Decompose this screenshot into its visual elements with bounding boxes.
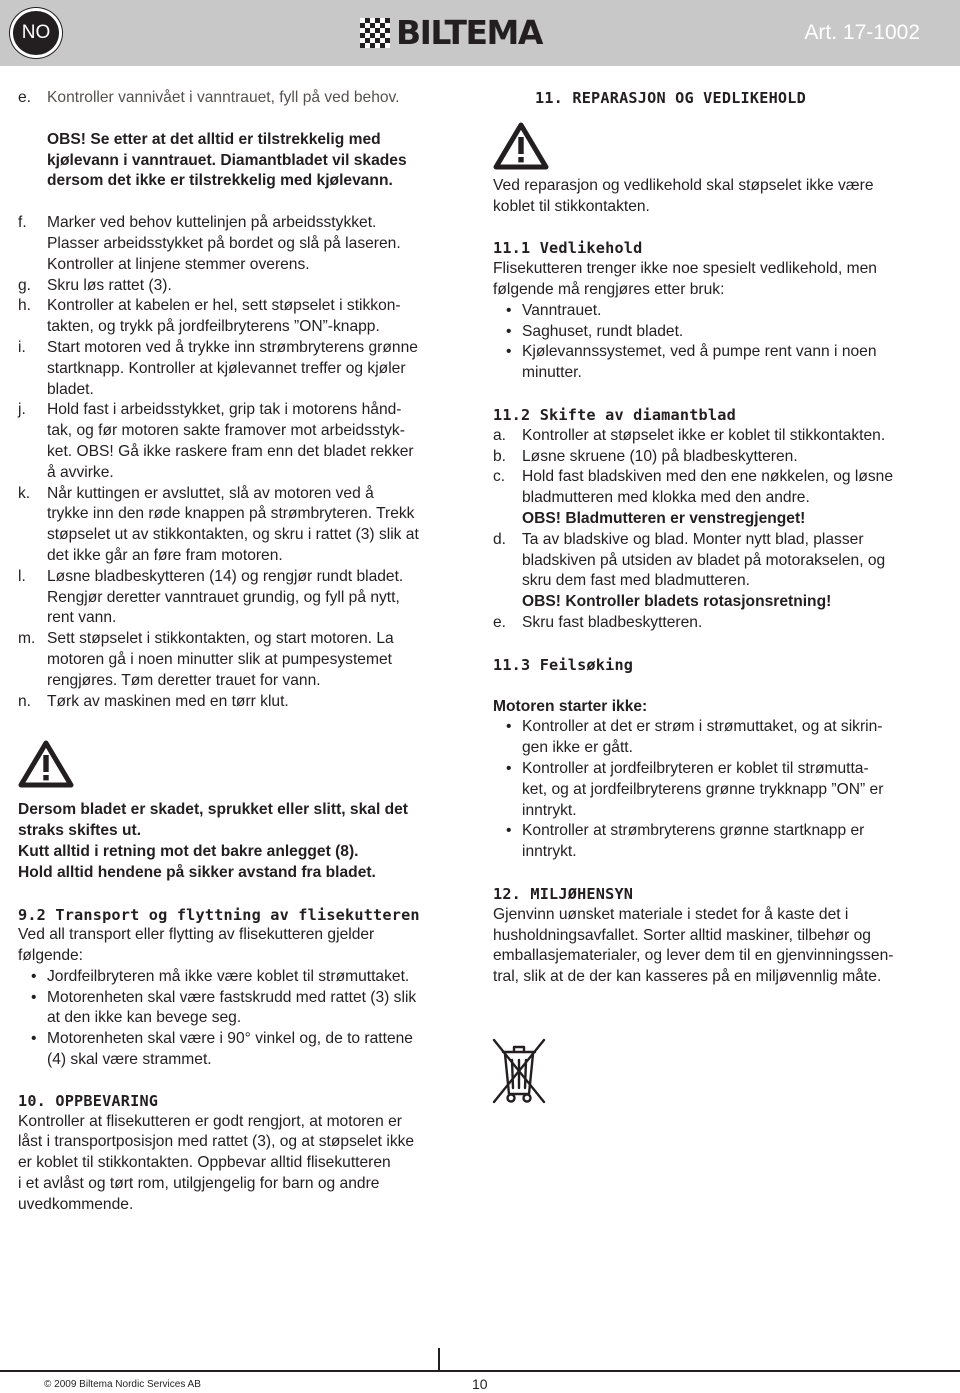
environment-line: husholdningsavfallet. Sorter alltid maskiner, tilbehør og bbox=[493, 926, 871, 944]
bullet-dot-icon: • bbox=[506, 759, 512, 777]
bullet-line: inntrykt. bbox=[522, 843, 577, 861]
step-line: bladskiven på utsiden av bladet på motorakselen, og bbox=[522, 551, 886, 569]
step-line: Løsne skruene (10) på bladbeskytteren. bbox=[522, 447, 798, 465]
repair-heading: 11. REPARASJON OG VEDLIKEHOLD bbox=[535, 89, 806, 107]
blade-step-item bbox=[493, 530, 943, 613]
step-line: å avvirke. bbox=[47, 463, 114, 481]
step-line: Rengjør deretter vanntrauet grundig, og fyll på nytt, bbox=[47, 588, 400, 606]
step-item bbox=[18, 484, 470, 567]
step-label: e. bbox=[18, 89, 32, 106]
bullet-item bbox=[18, 1029, 470, 1071]
environment-text bbox=[493, 905, 943, 988]
language-badge: NO bbox=[10, 8, 62, 58]
step-label: m. bbox=[18, 630, 36, 648]
page-header bbox=[0, 0, 960, 66]
bullet-line: Kontroller at det er strøm i strømuttaket, og at sikrin- bbox=[522, 718, 883, 736]
blade-step-list bbox=[493, 426, 943, 634]
bullet-item bbox=[18, 988, 470, 1030]
intro-line: Ved all transport eller flytting av flisekutteren gjelder bbox=[18, 926, 375, 944]
step-line: Sett støpselet i stikkontakten, og start motoren. La bbox=[47, 630, 394, 648]
blade-step-item bbox=[493, 613, 943, 634]
step-line: takten, og trykk på jordfeilbryterens ”ON”-knapp. bbox=[47, 318, 380, 336]
bullet-item bbox=[18, 967, 470, 988]
bullet-dot-icon: • bbox=[506, 343, 512, 361]
bullet-line: at den ikke kan bevege seg. bbox=[47, 1009, 242, 1027]
article-number: Art. 17-1002 bbox=[804, 21, 920, 44]
step-line: Hold fast bladskiven med den ene nøkkelen, og løsne bbox=[522, 468, 893, 486]
step-line: skru dem fast med bladmutteren. bbox=[522, 572, 750, 590]
maintenance-bullet-list bbox=[493, 301, 943, 384]
maintenance-line: følgende må rengjøres etter bruk: bbox=[493, 280, 725, 298]
blade-step-item bbox=[493, 447, 943, 468]
obs-line: OBS! Se etter at det alltid er tilstrekkelig med bbox=[47, 130, 381, 148]
step-item bbox=[18, 338, 470, 400]
bullet-dot-icon: • bbox=[506, 322, 512, 340]
step-line: rent vann. bbox=[47, 609, 117, 627]
maintenance-heading: 11.1 Vedlikehold bbox=[493, 239, 643, 258]
blade-step-item bbox=[493, 426, 943, 447]
step-line: Ta av bladskive og blad. Monter nytt blad, plasser bbox=[522, 530, 864, 548]
step-line: støpselet ut av stikkontakten, og skru i rattet (3) slik at bbox=[47, 526, 419, 544]
maintenance-line: Flisekutteren trenger ikke noe spesielt vedlikehold, men bbox=[493, 260, 877, 278]
transport-heading: 9.2 Transport og flyttning av flisekutteren bbox=[18, 905, 420, 924]
step-item bbox=[18, 629, 470, 691]
warning-line: Kutt alltid i retning mot det bakre anlegget (8). bbox=[18, 842, 359, 860]
step-line: startknapp. Kontroller at kjølevannet treffer og kjøler bbox=[47, 359, 406, 377]
step-line: ket. OBS! Gå ikke raskere fram enn det bladet rekker bbox=[47, 442, 414, 460]
bullet-line: Kontroller at strømbryterens grønne startknapp er bbox=[522, 822, 865, 840]
storage-heading: 10. OPPBEVARING bbox=[18, 1091, 159, 1110]
storage-line: i et avlåst og tørt rom, utilgjengelig for barn og andre bbox=[18, 1175, 380, 1193]
bullet-line: gen ikke er gått. bbox=[522, 739, 633, 757]
bullet-line: Motorenheten skal være fastskrudd med rattet (3) slik bbox=[47, 988, 417, 1006]
warning-triangle-icon bbox=[493, 122, 549, 170]
step-label: b. bbox=[493, 447, 507, 465]
intro-line: Ved reparasjon og vedlikehold skal støpselet ikke være bbox=[493, 176, 874, 194]
bullet-dot-icon: • bbox=[506, 718, 512, 736]
intro-line: følgende: bbox=[18, 947, 84, 965]
bullet-line: Motorenheten skal være i 90° vinkel og, de to rattene bbox=[47, 1030, 413, 1048]
step-label: j. bbox=[18, 401, 26, 419]
checkered-flag-icon bbox=[360, 18, 390, 48]
bullet-line: Kontroller at jordfeilbryteren er koblet til strømutta- bbox=[522, 759, 869, 777]
obs-note: OBS! Bladmutteren er venstregjenget! bbox=[522, 509, 806, 527]
step-line: bladmutteren med klokka med den andre. bbox=[522, 489, 810, 507]
step-line: Kontroller at støpselet ikke er koblet til stikkontakten. bbox=[522, 426, 886, 444]
environment-line: tral, slik at de der kan kasseres på en miljøvennlig måte. bbox=[493, 968, 882, 986]
environment-line: Gjenvinn uønsket materiale i stedet for å kaste det i bbox=[493, 905, 849, 923]
bullet-item bbox=[493, 717, 943, 759]
step-line: bladet. bbox=[47, 380, 94, 398]
step-list bbox=[18, 213, 470, 712]
step-item bbox=[18, 400, 470, 483]
bullet-dot-icon: • bbox=[31, 967, 37, 985]
step-label: d. bbox=[493, 530, 507, 548]
step-label: f. bbox=[18, 214, 27, 232]
step-label: n. bbox=[18, 692, 32, 710]
step-line: Kontroller at linjene stemmer overens. bbox=[47, 255, 310, 273]
step-line: Tørk av maskinen med en tørr klut. bbox=[47, 692, 289, 710]
step-line: rengjøres. Tøm deretter trauet for vann. bbox=[47, 671, 321, 689]
storage-text bbox=[18, 1112, 470, 1216]
step-label: g. bbox=[18, 276, 32, 294]
bullet-line: Kjølevannssystemet, ved å pumpe rent vann i noen bbox=[522, 343, 877, 361]
step-label: c. bbox=[493, 468, 506, 486]
step-line: trykke inn den røde knappen på strømbryteren. Trekk bbox=[47, 505, 415, 523]
step-label: h. bbox=[18, 297, 32, 315]
bullet-line: inntrykt. bbox=[522, 801, 577, 819]
bullet-item bbox=[493, 301, 943, 322]
blade-step-item bbox=[493, 467, 943, 529]
troubleshooting-heading: 11.3 Feilsøking bbox=[493, 655, 634, 674]
bullet-line: ket, og at jordfeilbryterens grønne trykknapp ”ON” er bbox=[522, 780, 884, 798]
copyright: © 2009 Biltema Nordic Services AB bbox=[44, 1379, 201, 1390]
right-column bbox=[493, 88, 943, 988]
bullet-item bbox=[493, 322, 943, 343]
crossed-out-bin-icon bbox=[490, 1036, 548, 1106]
step-line: det ikke går an føre fram motoren. bbox=[47, 546, 283, 564]
bullet-dot-icon: • bbox=[31, 1030, 37, 1048]
step-item bbox=[18, 276, 470, 297]
safety-warning bbox=[18, 800, 470, 883]
step-line: tak, og før motoren sakte framover mot arbeidsstyk- bbox=[47, 422, 405, 440]
bullet-dot-icon: • bbox=[506, 822, 512, 840]
bullet-item bbox=[493, 759, 943, 821]
step-label: l. bbox=[18, 567, 26, 585]
step-line: Skru løs rattet (3). bbox=[47, 276, 172, 294]
step-label: i. bbox=[18, 338, 26, 356]
step-text: Kontroller vannivået i vanntrauet, fyll på ved behov. bbox=[47, 89, 400, 106]
step-line: motoren gå i noen minutter slik at pumpesystemet bbox=[47, 650, 392, 668]
step-item bbox=[18, 296, 470, 338]
step-line: Kontroller at kabelen er hel, sett støpselet i stikkon- bbox=[47, 297, 401, 315]
bullet-item bbox=[493, 342, 943, 384]
intro-line: koblet til stikkontakten. bbox=[493, 197, 650, 215]
step-item bbox=[18, 213, 470, 275]
step-label: a. bbox=[493, 426, 507, 444]
bullet-line: Vanntrauet. bbox=[522, 301, 602, 319]
storage-line: uvedkommende. bbox=[18, 1195, 134, 1213]
biltema-logo bbox=[360, 13, 600, 52]
maintenance-text bbox=[493, 259, 943, 301]
step-label: k. bbox=[18, 484, 31, 502]
troubleshooting-subheading: Motoren starter ikke: bbox=[493, 697, 648, 715]
obs-line: dersom det ikke er tilstrekkelig med kjølevann. bbox=[47, 172, 393, 190]
bullet-item bbox=[493, 821, 943, 863]
repair-intro bbox=[493, 176, 943, 218]
page-number: 10 bbox=[472, 1376, 488, 1392]
step-e bbox=[18, 88, 470, 109]
step-line: Plasser arbeidsstykket på bordet og slå på laseren. bbox=[47, 234, 401, 252]
step-line: Når kuttingen er avsluttet, slå av motoren ved å bbox=[47, 484, 374, 502]
troubleshooting-bullet-list bbox=[493, 717, 943, 863]
left-column bbox=[18, 88, 470, 1216]
logo-text: BILTEMA bbox=[396, 13, 542, 52]
storage-line: Kontroller at flisekutteren er godt rengjort, at motoren er bbox=[18, 1112, 402, 1130]
bullet-dot-icon: • bbox=[31, 988, 37, 1006]
step-item bbox=[18, 567, 470, 629]
bullet-dot-icon: • bbox=[506, 301, 512, 319]
bullet-line: Saghuset, rundt bladet. bbox=[522, 322, 684, 340]
footer-divider-mark bbox=[438, 1348, 440, 1372]
step-label: e. bbox=[493, 613, 507, 631]
storage-line: er koblet til stikkontakten. Oppbevar alltid flisekutteren bbox=[18, 1154, 391, 1172]
blade-heading: 11.2 Skifte av diamantblad bbox=[493, 405, 736, 424]
obs-note: OBS! Kontroller bladets rotasjonsretning! bbox=[522, 593, 832, 611]
warning-triangle-icon bbox=[18, 740, 74, 788]
bullet-line: Jordfeilbryteren må ikke være koblet til strømuttaket. bbox=[47, 967, 410, 985]
warning-line: Dersom bladet er skadet, sprukket eller slitt, skal det bbox=[18, 801, 409, 819]
step-line: Start motoren ved å trykke inn strømbryterens grønne bbox=[47, 338, 418, 356]
step-line: Skru fast bladbeskytteren. bbox=[522, 613, 703, 631]
environment-line: emballasjematerialer, og lever dem til en gjenvinningssen- bbox=[493, 947, 894, 965]
step-item bbox=[18, 692, 470, 713]
bullet-line: minutter. bbox=[522, 364, 582, 382]
step-line: Hold fast i arbeidsstykket, grip tak i motorens hånd- bbox=[47, 401, 402, 419]
warning-line: straks skiftes ut. bbox=[18, 822, 142, 840]
obs-note bbox=[18, 130, 470, 192]
footer-rule bbox=[0, 1370, 960, 1372]
transport-intro bbox=[18, 925, 470, 967]
step-line: Marker ved behov kuttelinjen på arbeidsstykket. bbox=[47, 214, 377, 232]
storage-line: låst i transportposisjon med rattet (3), og at støpselet ikke bbox=[18, 1133, 415, 1151]
warning-line: Hold alltid hendene på sikker avstand fra bladet. bbox=[18, 863, 376, 881]
step-line: Løsne bladbeskytteren (14) og rengjør rundt bladet. bbox=[47, 567, 404, 585]
transport-bullet-list bbox=[18, 967, 470, 1071]
obs-line: kjølevann i vanntrauet. Diamantbladet vil skades bbox=[47, 151, 407, 169]
environment-heading: 12. MILJØHENSYN bbox=[493, 884, 634, 903]
bullet-line: (4) skal være strammet. bbox=[47, 1051, 212, 1069]
